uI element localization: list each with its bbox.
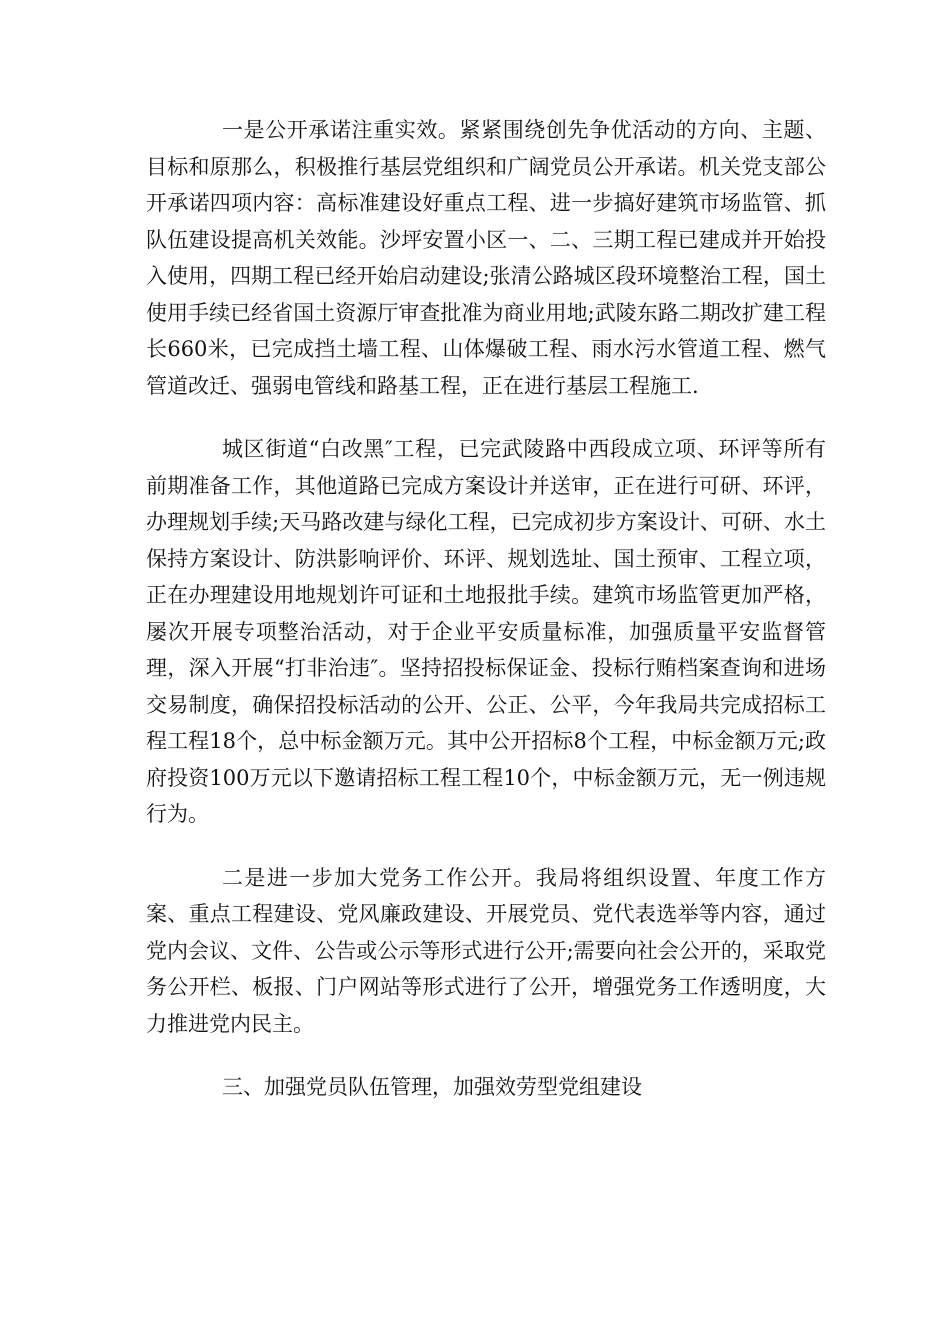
section-heading: 三、加强党员队伍管理，加强效劳型党组建设 (222, 1075, 642, 1099)
document-page (146, 112, 826, 1133)
paragraph-public-commitment: 一是公开承诺注重实效。紧紧围绕创先争优活动的方向、主题、目标和原那么，积极推行基层党组织和广阔党员公开承诺。机关党支部公开承诺四项内容：高标准建设好重点工程、进一步搞好建筑市场监管、抓队伍建设提高机关效能。沙坪安置小区一、二、三期工程已建成并开始投入使用，四期工程已经开始启动建设;张清公路城区段环境整治工程，国土使用手续已经省国土资源厅审查批准为商业用地;武陵东路二期改扩建工程长660米，已完成挡土墙工程、山体爆破工程、雨水污水管道工程、燃气管道改迁、强弱电管线和路基工程，正在进行基层工程施工. (146, 118, 826, 398)
paragraph-street-project: 城区街道“白改黑″工程，已完武陵路中西段成立项、环评等所有前期准备工作，其他道路已完成方案设计并送审，正在进行可研、环评，办理规划手续;天马路改建与绿化工程，已完成初步方案设计、可研、水土保持方案设计、防洪影响评价、环评、规划选址、国土预审、工程立项，正在办理建设用地规划许可证和土地报批手续。建筑市场监管更加严格，屡次开展专项整治活动，对于企业平安质量标准，加强质量平安监督管理，深入开展“打非治违″。坚持招投标保证金、投标行贿档案查询和进场交易制度，确保招投标活动的公开、公正、公平，今年我局共完成招标工程工程18个，总中标金额万元。其中公开招标8个工程，中标金额万元;政府投资100万元以下邀请招标工程工程10个，中标金额万元，无一例违规行为。 (146, 437, 826, 826)
paragraph-party-affairs: 二是进一步加大党务工作公开。我局将组织设置、年度工作方案、重点工程建设、党风廉政建设、开展党员、党代表选举等内容，通过党内会议、文件、公告或公示等形式进行公开;需要向社会公开的，采取党务公开栏、板报、门户网站等形式进行了公开，增强党务工作透明度，大力推进党内民主。 (146, 865, 826, 1036)
